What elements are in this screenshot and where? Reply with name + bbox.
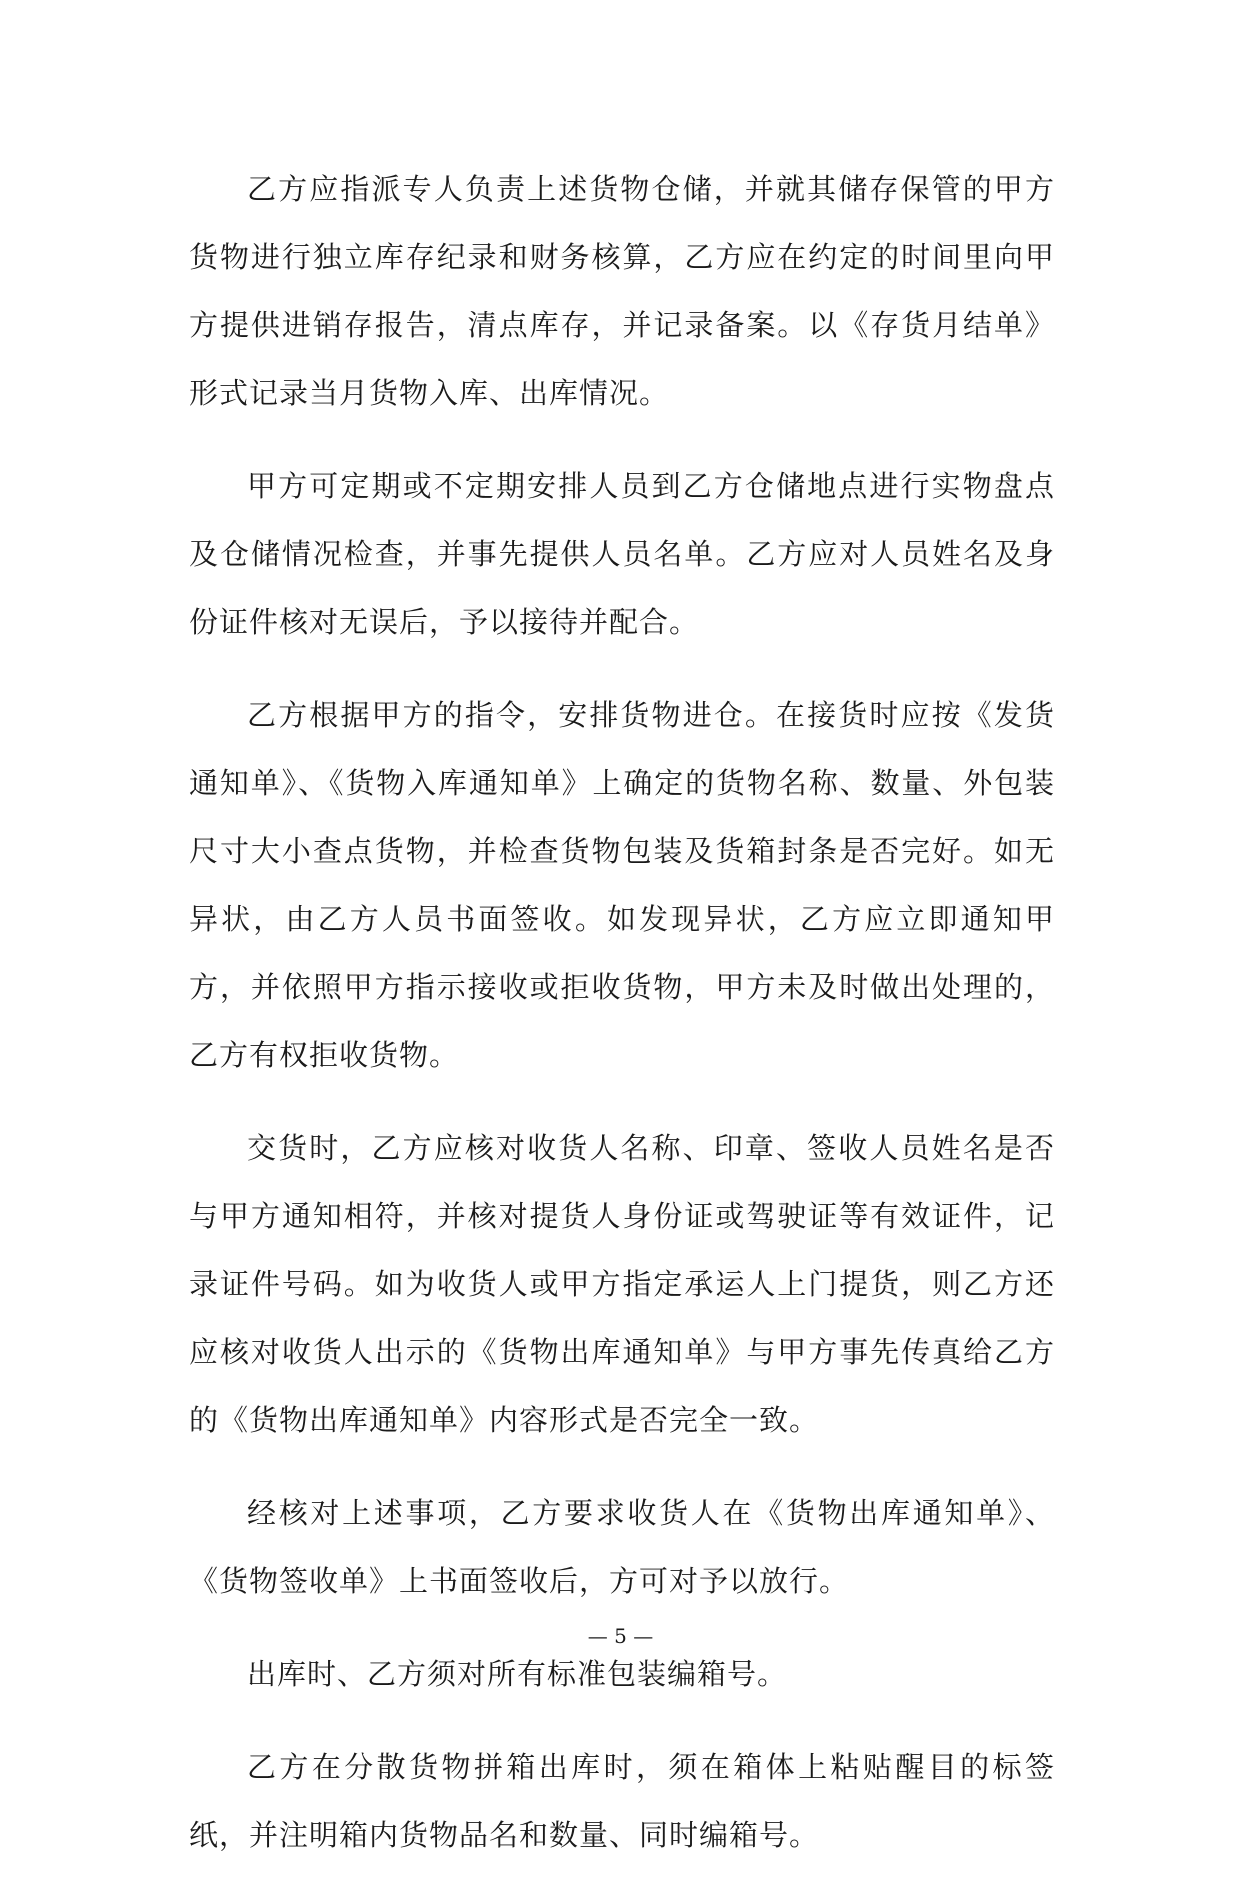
paragraph-release: 经核对上述事项，乙方要求收货人在《货物出库通知单》、《货物签收单》上书面签收后，方可对予以放行。 — [189, 1496, 1055, 1598]
paragraph-delivery-check: 交货时，乙方应核对收货人名称、印章、签收人员姓名是否与甲方通知相符，并核对提货人身份证或驾驶证等有效证件，记录证件号码。如为收货人或甲方指定承运人上门提货，则乙方还应核对收货人出示的《货物出库通知单》与甲方事先传真给乙方的《货物出库通知单》内容形式是否完全一致。 — [189, 1131, 1055, 1437]
paragraph-goods-receipt: 乙方根据甲方的指令，安排货物进仓。在接货时应按《发货通知单》、《货物入库通知单》上确定的货物名称、数量、外包装尺寸大小查点货物，并检查货物包装及货箱封条是否完好。如无异状，由乙方人员书面签收。如发现异状，乙方应立即通知甲方，并依照甲方指示接收或拒收货物，甲方未及时做出处理的，乙方有权拒收货物。 — [189, 698, 1055, 1072]
paragraph-inspection: 甲方可定期或不定期安排人员到乙方仓储地点进行实物盘点及仓储情况检查，并事先提供人员名单。乙方应对人员姓名及身份证件核对无误后，予以接待并配合。 — [189, 469, 1055, 639]
paragraph-storage-records: 乙方应指派专人负责上述货物仓储，并就其储存保管的甲方货物进行独立库存纪录和财务核算，乙方应在约定的时间里向甲方提供进销存报告，清点库存，并记录备案。以《存货月结单》形式记录当月货物入库、出库情况。 — [189, 172, 1055, 410]
paragraph-consolidated-shipping: 乙方在分散货物拼箱出库时，须在箱体上粘贴醒目的标签纸，并注明箱内货物品名和数量、同时编箱号。 — [189, 1750, 1055, 1852]
paragraph-box-numbering: 出库时、乙方须对所有标准包装编箱号。 — [247, 1657, 788, 1691]
page-number: — 5 — — [587, 1624, 654, 1648]
